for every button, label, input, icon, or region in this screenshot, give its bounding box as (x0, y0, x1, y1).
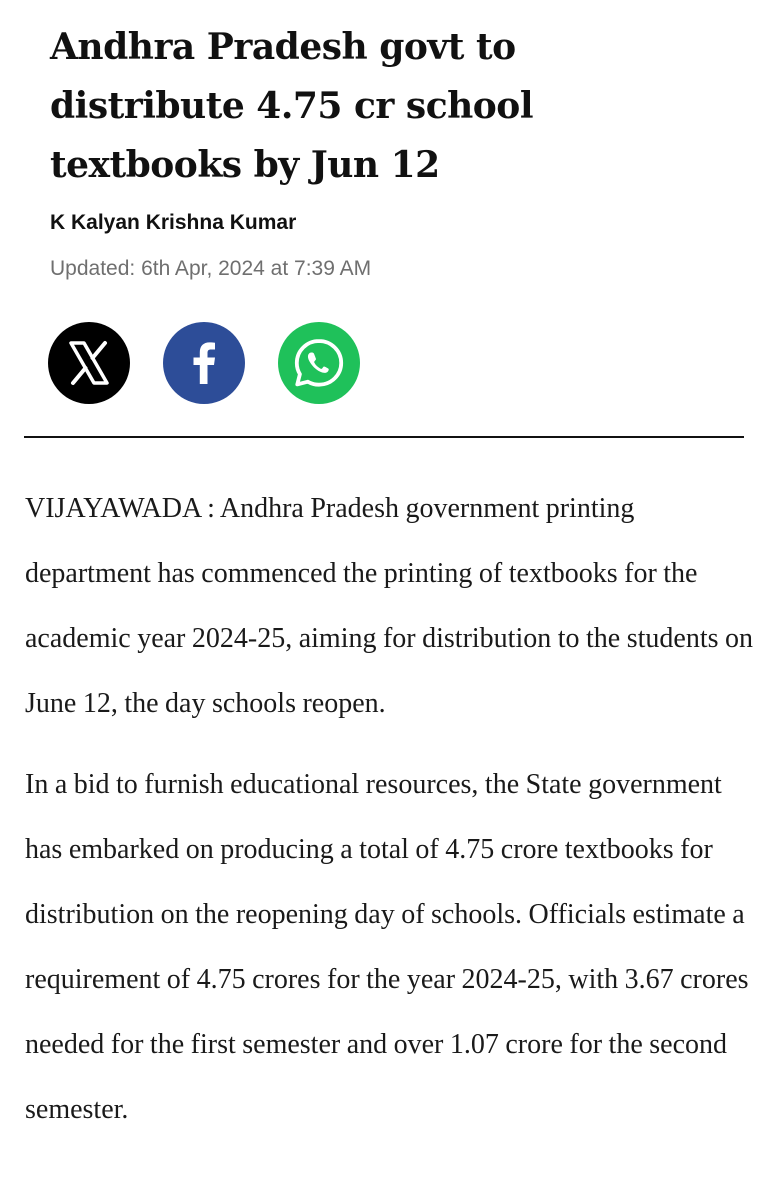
facebook-icon (163, 322, 245, 404)
section-divider (24, 436, 744, 438)
updated-timestamp: Updated: 6th Apr, 2024 at 7:39 AM (50, 257, 372, 280)
share-facebook-button[interactable] (163, 322, 245, 404)
headline: Andhra Pradesh govt to distribute 4.75 cr school textbooks by Jun 12 (50, 26, 533, 186)
share-whatsapp-button[interactable] (278, 322, 360, 404)
paragraph-2: In a bid to furnish educational resources, the State government has embarked on producing a total of 4.75 crore textbooks for distribution on the reopening day of schools. Officials estimate a requirement of 4.75 crores for the year 2024-25, with 3.67 crores needed for the first semester and over 1.07 crore for the second semester. (25, 769, 749, 1125)
paragraph-1: VIJAYAWADA : Andhra Pradesh government printing department has commenced the printing of textbooks for the academic year 2024-25, aiming for distribution to the students on June 12, the day schools reopen. (25, 493, 753, 719)
share-x-button[interactable] (48, 322, 130, 404)
author-name[interactable]: K Kalyan Krishna Kumar (50, 211, 297, 234)
x-icon (48, 322, 130, 404)
whatsapp-icon (278, 322, 360, 404)
